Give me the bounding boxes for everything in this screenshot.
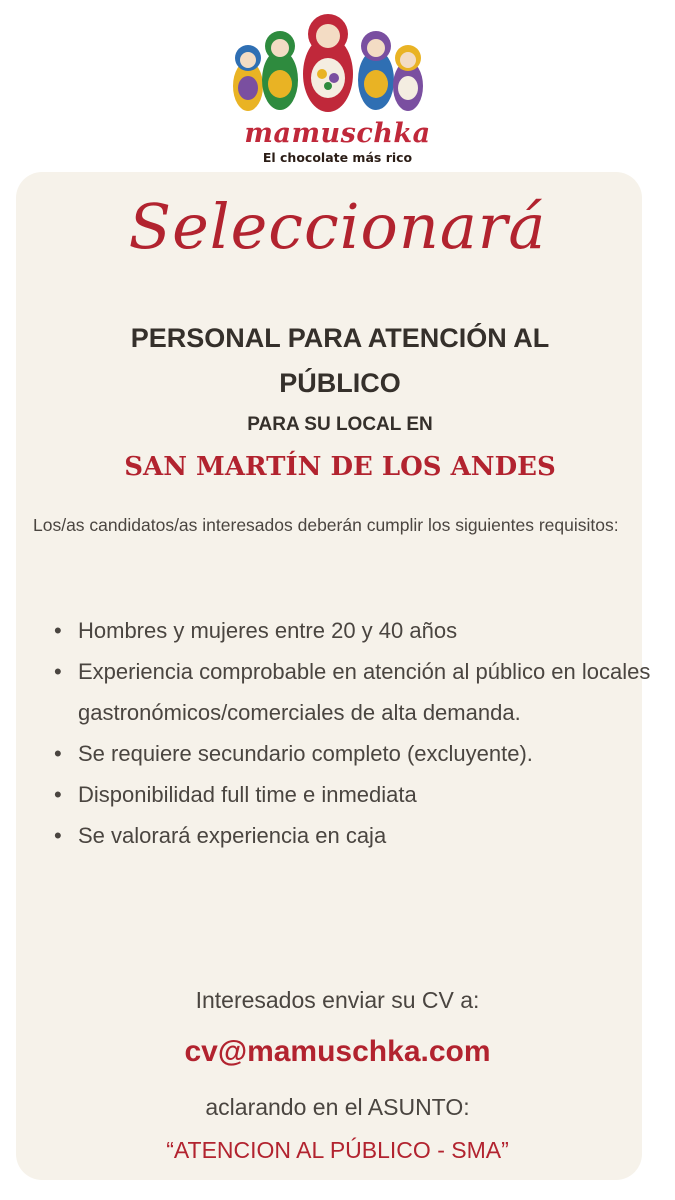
requirement-item [52,733,652,774]
heading-script: Seleccionará [128,190,547,263]
location-name: SAN MARTÍN DE LOS ANDES [124,452,556,482]
bullet-icon: • [54,782,62,807]
position-title-line2: PÚBLICO [279,368,401,398]
requirement-item [52,610,652,651]
brand-name: mamuschka [244,118,431,149]
bullet-icon: • [54,823,62,848]
location-intro: PARA SU LOCAL EN [247,414,433,435]
brand-header [0,0,675,172]
bullet-icon: • [54,659,62,684]
subject-label: aclarando en el ASUNTO: [205,1094,470,1120]
position-title-line1: PERSONAL PARA ATENCIÓN AL [130,323,550,353]
requirement-text: Experiencia comprobable en atención al público en locales gastronómicos/comerciales de alta demanda. [78,659,651,725]
requirement-text: Se requiere secundario completo (excluyente). [78,741,533,766]
bullet-icon: • [54,618,62,643]
requirement-item [52,815,652,856]
requirement-text: Disponibilidad full time e inmediata [78,782,417,807]
requirement-item [52,651,652,733]
bullet-icon: • [54,741,62,766]
subject-value: “ATENCION AL PÚBLICO - SMA” [166,1137,509,1163]
contact-email[interactable]: cv@mamuschka.com [184,1035,491,1068]
requirement-item [52,774,652,815]
requirement-text: Se valorará experiencia en caja [78,823,387,848]
requirement-text: Hombres y mujeres entre 20 y 40 años [78,618,458,643]
contact-instruction: Interesados enviar su CV a: [195,987,480,1013]
intro-text: Los/as candidatos/as interesados deberán cumplir los siguientes requisitos: [33,515,619,535]
brand-tagline: El chocolate más rico [262,150,413,165]
requirements-list [52,610,652,856]
matryoshka-dolls-icon [228,6,428,116]
